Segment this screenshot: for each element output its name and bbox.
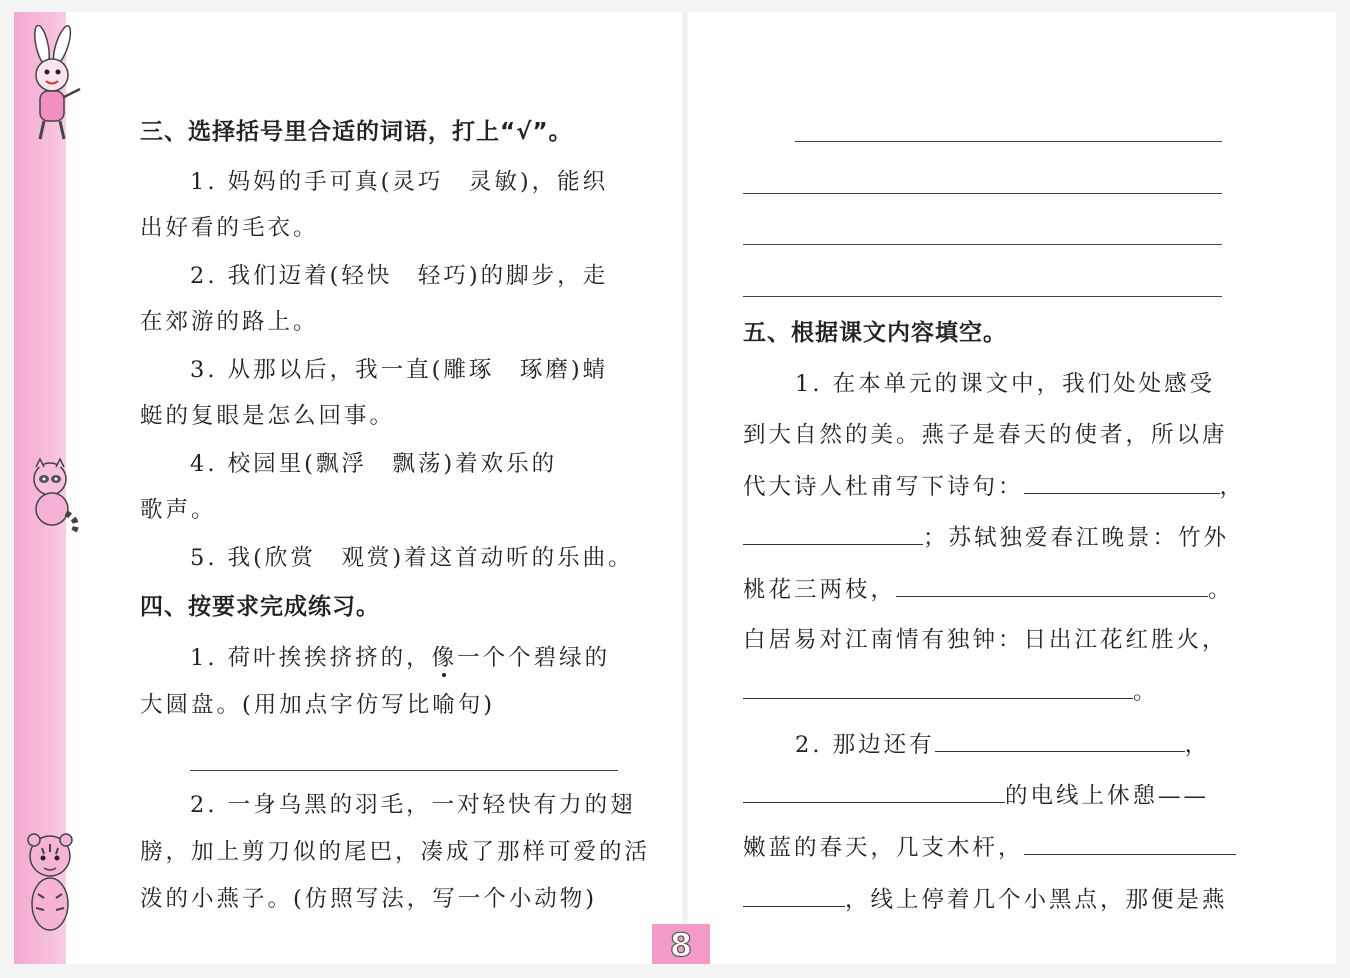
page-number-badge: 8 (652, 924, 710, 964)
s3-item1-line1: 1. 妈妈的手可真(灵巧 灵敏)，能织 (190, 169, 609, 195)
s5-item1-line7: 。 (743, 676, 1159, 707)
s5-item1-line6: 白居易对江南情有独钟：日出江花红胜火， (743, 627, 1228, 653)
s3-item5-line1: 5. 我(欣赏 观赏)着这首动听的乐曲。 (190, 545, 634, 571)
s3-item4-line2: 歌声。 (140, 497, 217, 523)
s5-item2-line4: ，线上停着几个小黑点，那便是燕 (743, 884, 1228, 915)
s3-item2-line1: 2. 我们迈着(轻快 轻巧)的脚步，走 (190, 263, 609, 289)
rabbit-icon (14, 25, 88, 145)
s5-item1-line1: 1. 在本单元的课文中，我们处处感受 (795, 371, 1216, 397)
page-gutter (682, 12, 688, 964)
section-3-heading: 三、选择括号里合适的词语，打上“√”。 (140, 119, 573, 145)
s4-item2-line2: 膀，加上剪刀似的尾巴，凑成了那样可爱的活 (140, 839, 651, 865)
s5-item2-line1: 2. 那边还有 ， (795, 729, 1210, 760)
answer-line[interactable] (743, 296, 1222, 297)
s3-item3-line1: 3. 从那以后，我一直(雕琢 琢磨)蜻 (190, 357, 609, 383)
fill-blank[interactable] (743, 522, 923, 545)
s4-item2-line1: 2. 一身乌黑的羽毛，一对轻快有力的翅 (190, 792, 636, 818)
fill-blank[interactable] (1024, 471, 1220, 494)
section-4-heading: 四、按要求完成练习。 (140, 594, 380, 620)
fill-blank[interactable] (935, 729, 1185, 752)
s4-item1-line2[interactable]: 大圆盘。(用加点字仿写比喻句) (140, 692, 496, 718)
fill-blank[interactable] (743, 884, 845, 907)
s5-item1-line5: 桃花三两枝， 。 (743, 574, 1234, 605)
answer-line[interactable] (190, 770, 618, 771)
s5-item1-line2: 到大自然的美。燕子是春天的使者，所以唐 (743, 422, 1228, 448)
raccoon-icon (14, 455, 84, 535)
s3-item4-line1: 4. 校园里(飘浮 飘荡)着欢乐的 (190, 451, 558, 477)
s4-item2-line3: 泼的小燕子。(仿照写法，写一个小动物) (140, 886, 598, 912)
fill-blank[interactable] (1024, 832, 1236, 855)
s5-item2-line3: 嫩蓝的春天，几支木杆， (743, 832, 1236, 863)
fill-blank[interactable] (896, 574, 1208, 597)
emphasis-dot-char: 像 (431, 645, 458, 671)
section-5-heading: 五、根据课文内容填空。 (743, 320, 1007, 346)
s5-item1-line3: 代大诗人杜甫写下诗句： ， (743, 471, 1245, 502)
s5-item1-line4: ；苏轼独爱春江晚景：竹外 (743, 522, 1229, 553)
answer-line[interactable] (795, 141, 1222, 142)
answer-line[interactable] (743, 244, 1222, 245)
tiger-icon (14, 828, 86, 938)
s3-item2-line2: 在郊游的路上。 (140, 309, 319, 335)
s3-item3-line2: 蜓的复眼是怎么回事。 (140, 403, 396, 429)
s5-item2-line2: 的电线上休憩—— (743, 780, 1209, 811)
s4-item1-line1: 1. 荷叶挨挨挤挤的，像一个个碧绿的 (190, 645, 611, 671)
fill-blank[interactable] (743, 676, 1133, 699)
answer-line[interactable] (743, 193, 1222, 194)
fill-blank[interactable] (743, 780, 1005, 803)
s3-item1-line2: 出好看的毛衣。 (140, 215, 319, 241)
